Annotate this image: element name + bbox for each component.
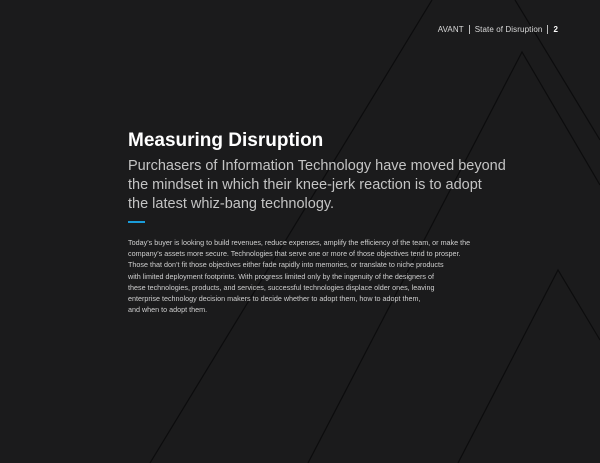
header-divider	[547, 25, 548, 34]
background-line-4	[515, 0, 600, 140]
subtitle-line: Purchasers of Information Technology have moved beyond	[128, 158, 506, 174]
body-line: enterprise technology decision makers to decide whether to adopt them, how to adopt them,	[128, 294, 421, 304]
background-line-1	[150, 0, 432, 463]
accent-divider	[128, 221, 145, 223]
body-line: Those that don’t fit those objectives either fade rapidly into memories, or translate to niche products	[128, 260, 444, 270]
subtitle-line: the latest whiz-bang technology.	[128, 196, 335, 212]
body-line: with limited deployment footprints. With progress limited only by the ingenuity of the designers of	[128, 271, 435, 281]
body-line: these technologies, products, and services, successful technologies displace older ones, leaving	[128, 282, 435, 292]
page-header	[438, 25, 558, 34]
header-brand: AVANT	[437, 25, 464, 34]
header-divider	[469, 25, 470, 34]
subtitle	[128, 157, 506, 214]
page-title: Measuring Disruption	[128, 130, 324, 151]
page-number: 2	[553, 25, 558, 34]
body-line: Today’s buyer is looking to build revenues, reduce expenses, amplify the efficiency of the team, or make the	[128, 238, 471, 247]
body-paragraph	[128, 237, 488, 315]
subtitle-line: the mindset in which their knee-jerk reaction is to adopt	[128, 177, 482, 193]
body-line: company’s assets more secure. Technologies that serve one or more of those objectives tend to prosper.	[128, 249, 461, 259]
header-report-title: State of Disruption	[474, 25, 543, 34]
body-line: and when to adopt them.	[128, 305, 208, 315]
